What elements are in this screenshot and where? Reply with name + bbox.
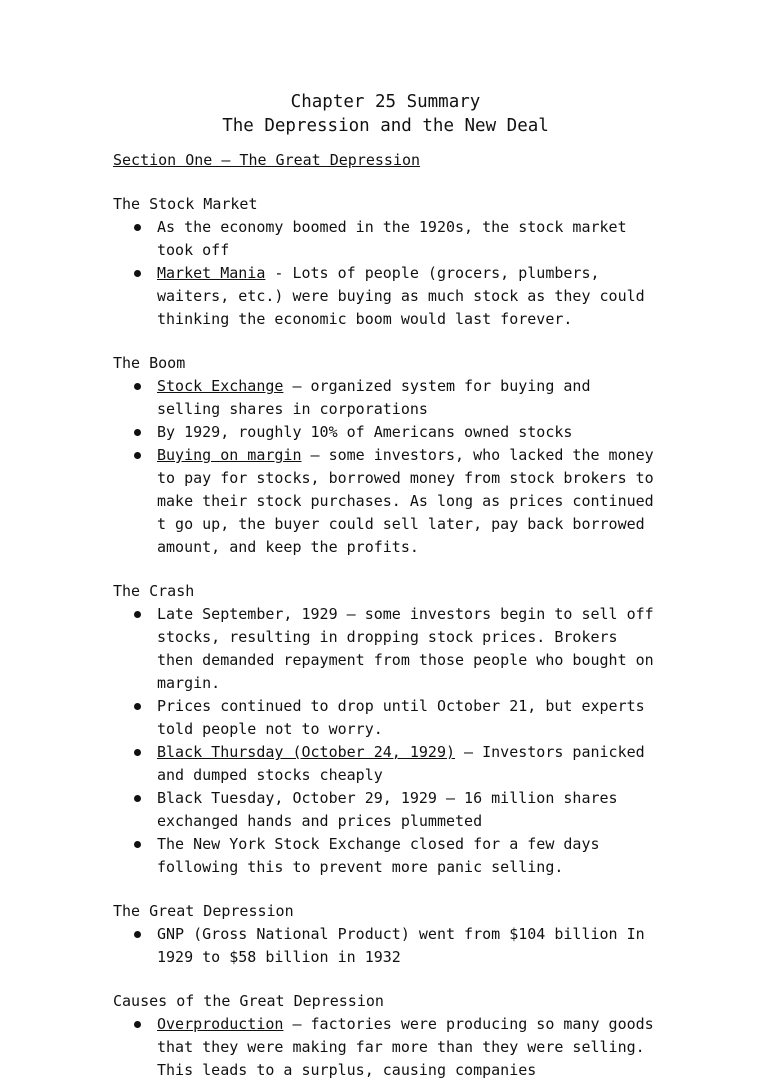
bullet-item [113,444,658,559]
bullet-text: – factories were producing so many goods that they were making far more than they were selling. This leads to a surplus, causing companies [157,1015,654,1079]
bullet-item [113,833,658,879]
bullet-term: Black Thursday (October 24, 1929) [157,743,456,761]
bullet-item [113,787,658,833]
bullet-text: – organized system for buying and selling shares in corporations [157,377,591,418]
title-line-1: Chapter 25 Summary [290,92,481,112]
title-line-2: The Depression and the New Deal [222,116,549,136]
bullet-text: GNP (Gross National Product) went from $104 billion In 1929 to $58 billion in 1932 [157,925,645,966]
bullet-item [113,421,658,444]
bullet-list [113,375,658,559]
bullet-term: Stock Exchange [157,377,284,395]
bullet-item [113,603,658,695]
group-causes [113,990,658,1082]
group-heading: The Stock Market [113,195,258,213]
bullet-text: Prices continued to drop until October 21, but experts told people not to worry. [157,697,645,738]
bullet-text: As the economy boomed in the 1920s, the stock market took off [157,218,627,259]
group-heading: The Great Depression [113,902,294,920]
bullet-list [113,603,658,879]
bullet-text: By 1929, roughly 10% of Americans owned stocks [157,423,573,441]
group-great-depression [113,900,658,969]
section-heading: Section One – The Great Depression [113,151,421,169]
bullet-item [113,695,658,741]
bullet-item [113,741,658,787]
bullet-item [113,375,658,421]
group-heading: The Crash [113,582,195,600]
bullet-text: Black Tuesday, October 29, 1929 – 16 million shares exchanged hands and prices plummeted [157,789,618,830]
group-heading: Causes of the Great Depression [113,992,384,1010]
group-heading: The Boom [113,354,186,372]
bullet-list [113,923,658,969]
bullet-list [113,216,658,331]
bullet-term: Overproduction [157,1015,284,1033]
bullet-item [113,262,658,331]
bullet-item [113,923,658,969]
bullet-text: The New York Stock Exchange closed for a few days following this to prevent more panic selling. [157,835,600,876]
group-crash [113,580,658,879]
bullet-text: – Investors panicked and dumped stocks cheaply [157,743,645,784]
bullet-text: – some investors, who lacked the money to pay for stocks, borrowed money from stock brokers to make their stock purchases. As long as prices continued t go up, the buyer could sell later, pay back borrowed amount, and keep the profits. [157,446,654,556]
bullet-term: Buying on margin [157,446,302,464]
bullet-text: - Lots of people (grocers, plumbers, waiters, etc.) were buying as much stock as they could thinking the economic boom would last forever. [157,264,645,328]
bullet-item [113,216,658,262]
document-page [113,90,658,1082]
bullet-list [113,1013,658,1082]
bullet-term: Market Mania [157,264,266,282]
bullet-item [113,1013,658,1082]
bullet-text: Late September, 1929 – some investors begin to sell off stocks, resulting in dropping stock prices. Brokers then demanded repayment from those people who bought on margin. [157,605,654,692]
group-stock-market [113,193,658,331]
group-boom [113,352,658,559]
